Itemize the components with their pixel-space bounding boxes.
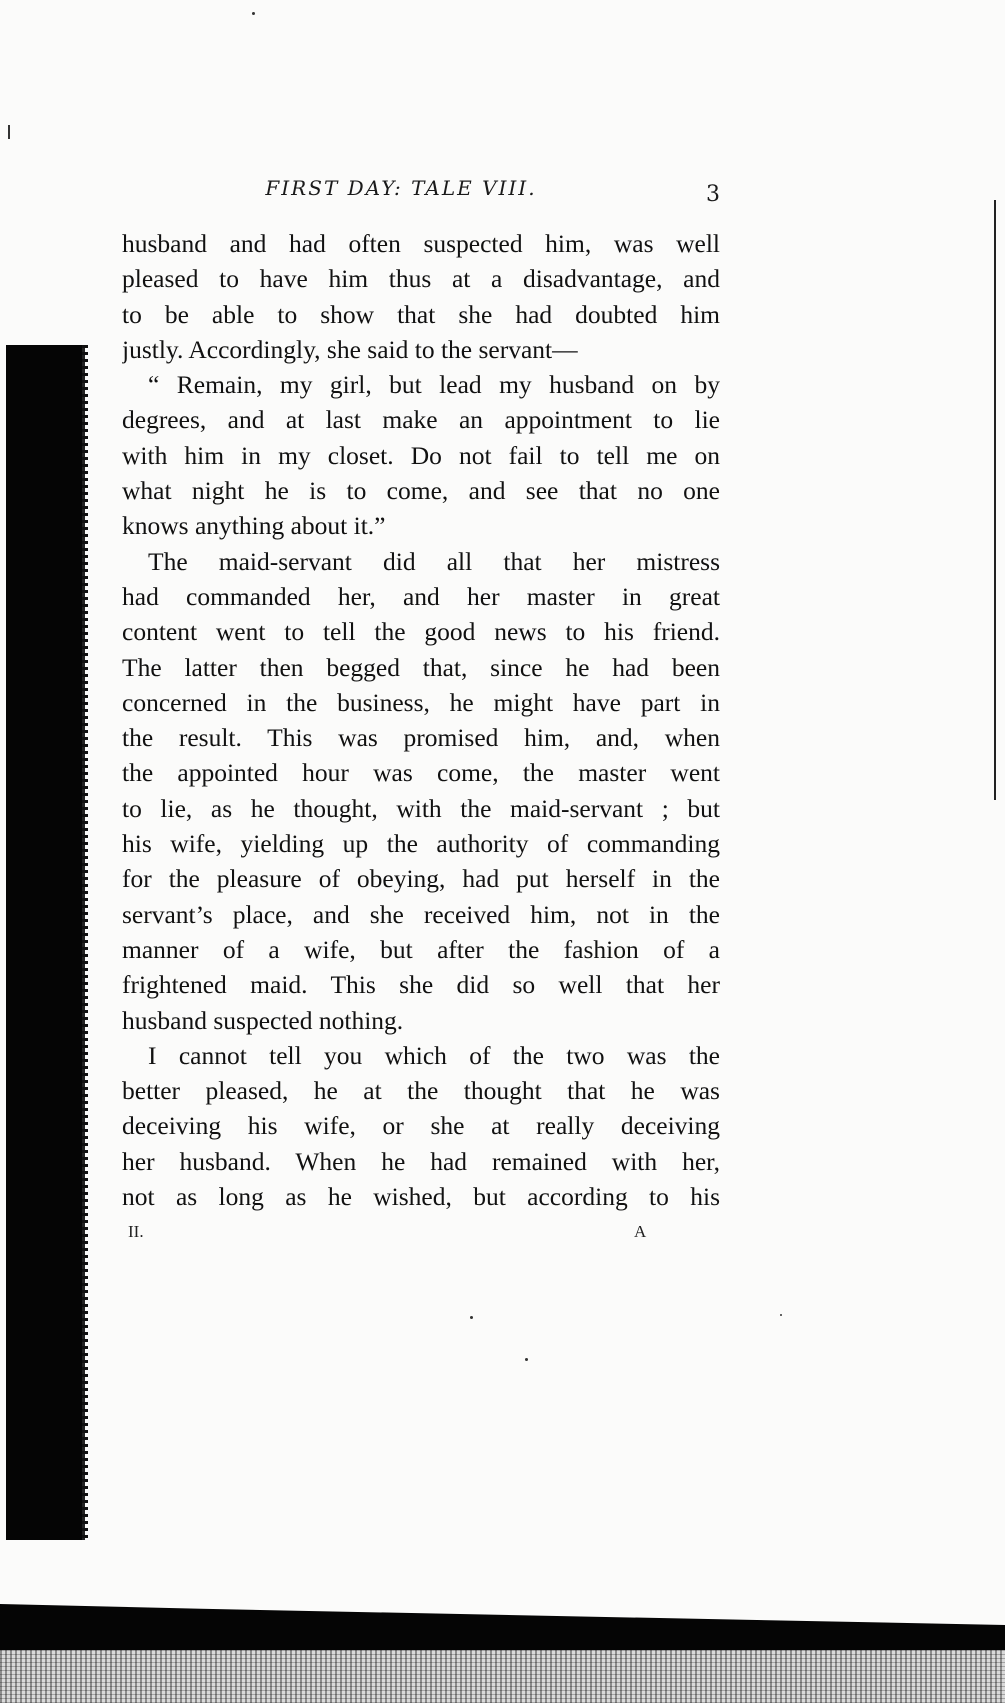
scan-edge-mark (8, 125, 10, 139)
paragraph (122, 226, 720, 367)
text-line: his wife, yielding up the authority of commanding (122, 829, 720, 859)
text-line: knows anything about it.” (122, 511, 386, 541)
page-number: 3 (706, 182, 720, 207)
paragraph (122, 544, 720, 1038)
running-header (122, 176, 720, 212)
text-line: for the pleasure of obeying, had put herself in the (122, 864, 720, 894)
text-line: servant’s place, and she received him, not in the (122, 899, 720, 929)
text-line: what night he is to come, and see that no one (122, 476, 720, 506)
text-line: deceiving his wife, or she at really deceiving (122, 1111, 720, 1141)
text-line: to be able to show that she had doubted him (122, 299, 720, 329)
text-line: “ Remain, my girl, but lead my husband on by (148, 370, 720, 400)
text-line: pleased to have him thus at a disadvantage, and (122, 264, 720, 294)
scan-bottom-noise (0, 1650, 1005, 1703)
text-line: to lie, as he thought, with the maid-servant ; but (122, 793, 720, 823)
text-line: The maid-servant did all that her mistress (148, 546, 720, 576)
scan-binding-shadow (6, 345, 85, 1540)
scan-bottom-shadow (0, 1598, 1005, 1658)
scan-page-edge (994, 200, 996, 800)
paragraph (122, 367, 720, 543)
text-line: not as long as he wished, but according to his (122, 1182, 720, 1212)
scan-speck (252, 12, 255, 15)
text-line: husband and had often suspected him, was well (122, 229, 720, 258)
running-title: FIRST DAY: TALE VIII. (265, 176, 537, 200)
text-line: had commanded her, and her master in great (122, 581, 720, 611)
text-line: concerned in the business, he might have part in (122, 687, 720, 717)
text-line: with him in my closet. Do not fail to tell me on (122, 440, 720, 470)
signature-volume: II. (128, 1222, 144, 1241)
text-line: her husband. When he had remained with her, (122, 1146, 720, 1176)
printer-signature (128, 1222, 648, 1246)
signature-letter: A (634, 1222, 647, 1241)
text-line: The latter then begged that, since he had been (122, 652, 720, 682)
text-line: frightened maid. This she did so well that her (122, 970, 720, 1000)
scan-speck (780, 1314, 782, 1316)
text-line: justly. Accordingly, she said to the servant— (122, 334, 578, 364)
text-line: the result. This was promised him, and, when (122, 723, 720, 753)
text-line: husband suspected nothing. (122, 1005, 404, 1035)
text-line: better pleased, he at the thought that he was (122, 1076, 720, 1106)
scan-speck (470, 1316, 473, 1319)
text-line: the appointed hour was come, the master went (122, 758, 720, 788)
paragraph (122, 1038, 720, 1214)
body-text (122, 226, 720, 1214)
scan-speck (525, 1358, 528, 1361)
text-line: degrees, and at last make an appointment to lie (122, 405, 720, 435)
text-line: content went to tell the good news to his friend. (122, 617, 720, 647)
text-line: I cannot tell you which of the two was the (148, 1040, 720, 1070)
text-line: manner of a wife, but after the fashion of a (122, 934, 720, 964)
